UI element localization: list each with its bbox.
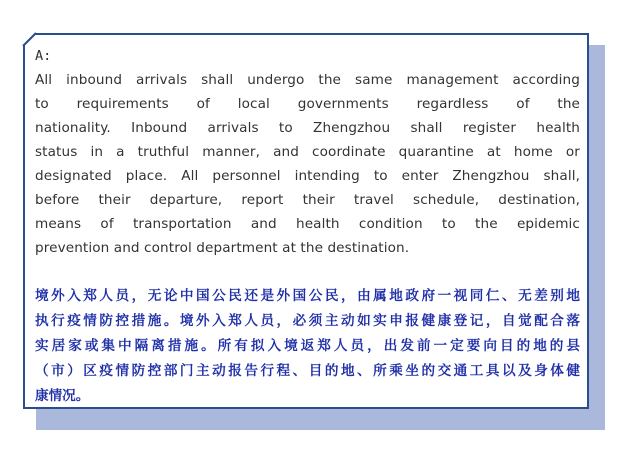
chinese-line: 实居家或集中隔离措施。所有拟入境返郑人员，出发前一定要向目的地的县 [35, 338, 580, 354]
answer-content [35, 44, 580, 409]
english-line: means of transportation and health condition to the epidemic [35, 216, 580, 232]
english-answer [35, 68, 580, 260]
english-line: designated place. All personnel intending to enter Zhengzhou shall, [35, 168, 580, 184]
chinese-line: （市）区疫情防控部门主动报告行程、目的地、所乘坐的交通工具以及身体健 [35, 363, 580, 379]
english-line: prevention and control department at the destination. [35, 240, 410, 256]
answer-label: A: [35, 48, 52, 64]
english-line: All inbound arrivals shall undergo the same management according [35, 72, 580, 88]
chinese-line: 康情况。 [35, 388, 90, 404]
english-line: to requirements of local governments regardless of the [35, 96, 580, 112]
chinese-line: 执行疫情防控措施。境外入郑人员，必须主动如实申报健康登记，自觉配合落 [35, 313, 580, 329]
paragraph-spacer [35, 260, 580, 284]
chinese-answer [35, 284, 580, 409]
english-line: status in a truthful manner, and coordinate quarantine at home or [35, 144, 580, 160]
english-line: before their departure, report their travel schedule, destination, [35, 192, 580, 208]
chinese-line: 境外入郑人员，无论中国公民还是外国公民，由属地政府一视同仁、无差别地 [35, 288, 580, 304]
english-line: nationality. Inbound arrivals to Zhengzhou shall register health [35, 120, 580, 136]
